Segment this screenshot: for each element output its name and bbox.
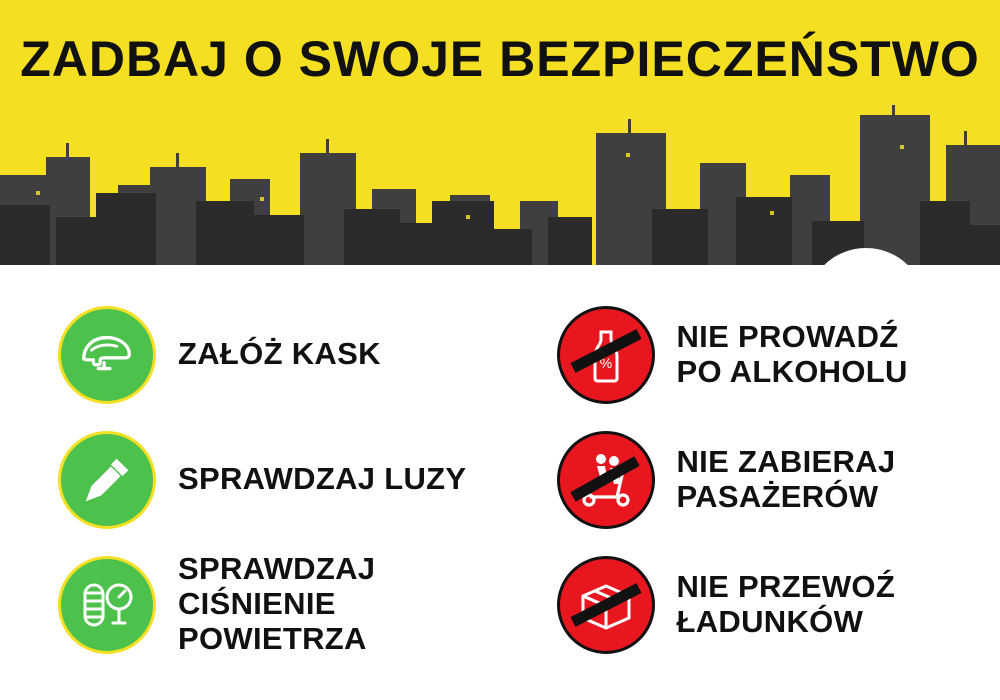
no-cargo-icon [561, 560, 651, 650]
list-item [58, 417, 502, 542]
no-cargo-badge [557, 556, 655, 654]
tire-pressure-icon [75, 573, 139, 637]
no-alcohol-badge [557, 306, 655, 404]
rule-line-2: CIŚNIENIE POWIETRZA [178, 586, 367, 656]
rule-line-1: ZAŁÓŻ KASK [178, 336, 381, 372]
rule-line-1: SPRAWDZAJ LUZY [178, 461, 467, 497]
rule-line-1: NIE ZABIERAJ [676, 443, 896, 479]
header-band [0, 0, 1000, 265]
rule-line-1: NIE PROWADŹ [676, 318, 899, 354]
city-skyline-illustration [0, 105, 1000, 265]
list-item-label [178, 337, 381, 372]
list-item-label [677, 445, 896, 514]
list-item-label [178, 552, 502, 656]
list-item [557, 292, 1000, 417]
helmet-badge [58, 306, 156, 404]
rule-line-2: PO ALKOHOLU [676, 353, 908, 389]
list-item [58, 292, 502, 417]
list-item [58, 542, 502, 667]
allowed-rules-column [0, 292, 502, 692]
tire-pressure-badge [58, 556, 156, 654]
no-passengers-icon [561, 435, 651, 525]
list-item [557, 417, 1000, 542]
forbidden-rules-column [502, 292, 1000, 692]
rule-line-1: NIE PRZEWOŹ [676, 568, 896, 604]
no-alcohol-icon [561, 310, 651, 400]
screwdriver-icon [76, 449, 138, 511]
screwdriver-badge [58, 431, 156, 529]
helmet-icon [76, 324, 138, 386]
rule-line-2: PASAŻERÓW [676, 478, 879, 514]
page-title: ZADBAJ O SWOJE BEZPIECZEŃSTWO [20, 31, 980, 87]
list-item [557, 542, 1000, 667]
list-item-label [677, 570, 896, 639]
no-passengers-badge [557, 431, 655, 529]
list-item-label [178, 462, 466, 497]
rule-line-2: ŁADUNKÓW [676, 603, 864, 639]
rule-line-1: SPRAWDZAJ [178, 551, 376, 587]
list-item-label [677, 320, 908, 389]
rules-grid [0, 292, 1000, 692]
svg-text:%: % [599, 354, 612, 371]
